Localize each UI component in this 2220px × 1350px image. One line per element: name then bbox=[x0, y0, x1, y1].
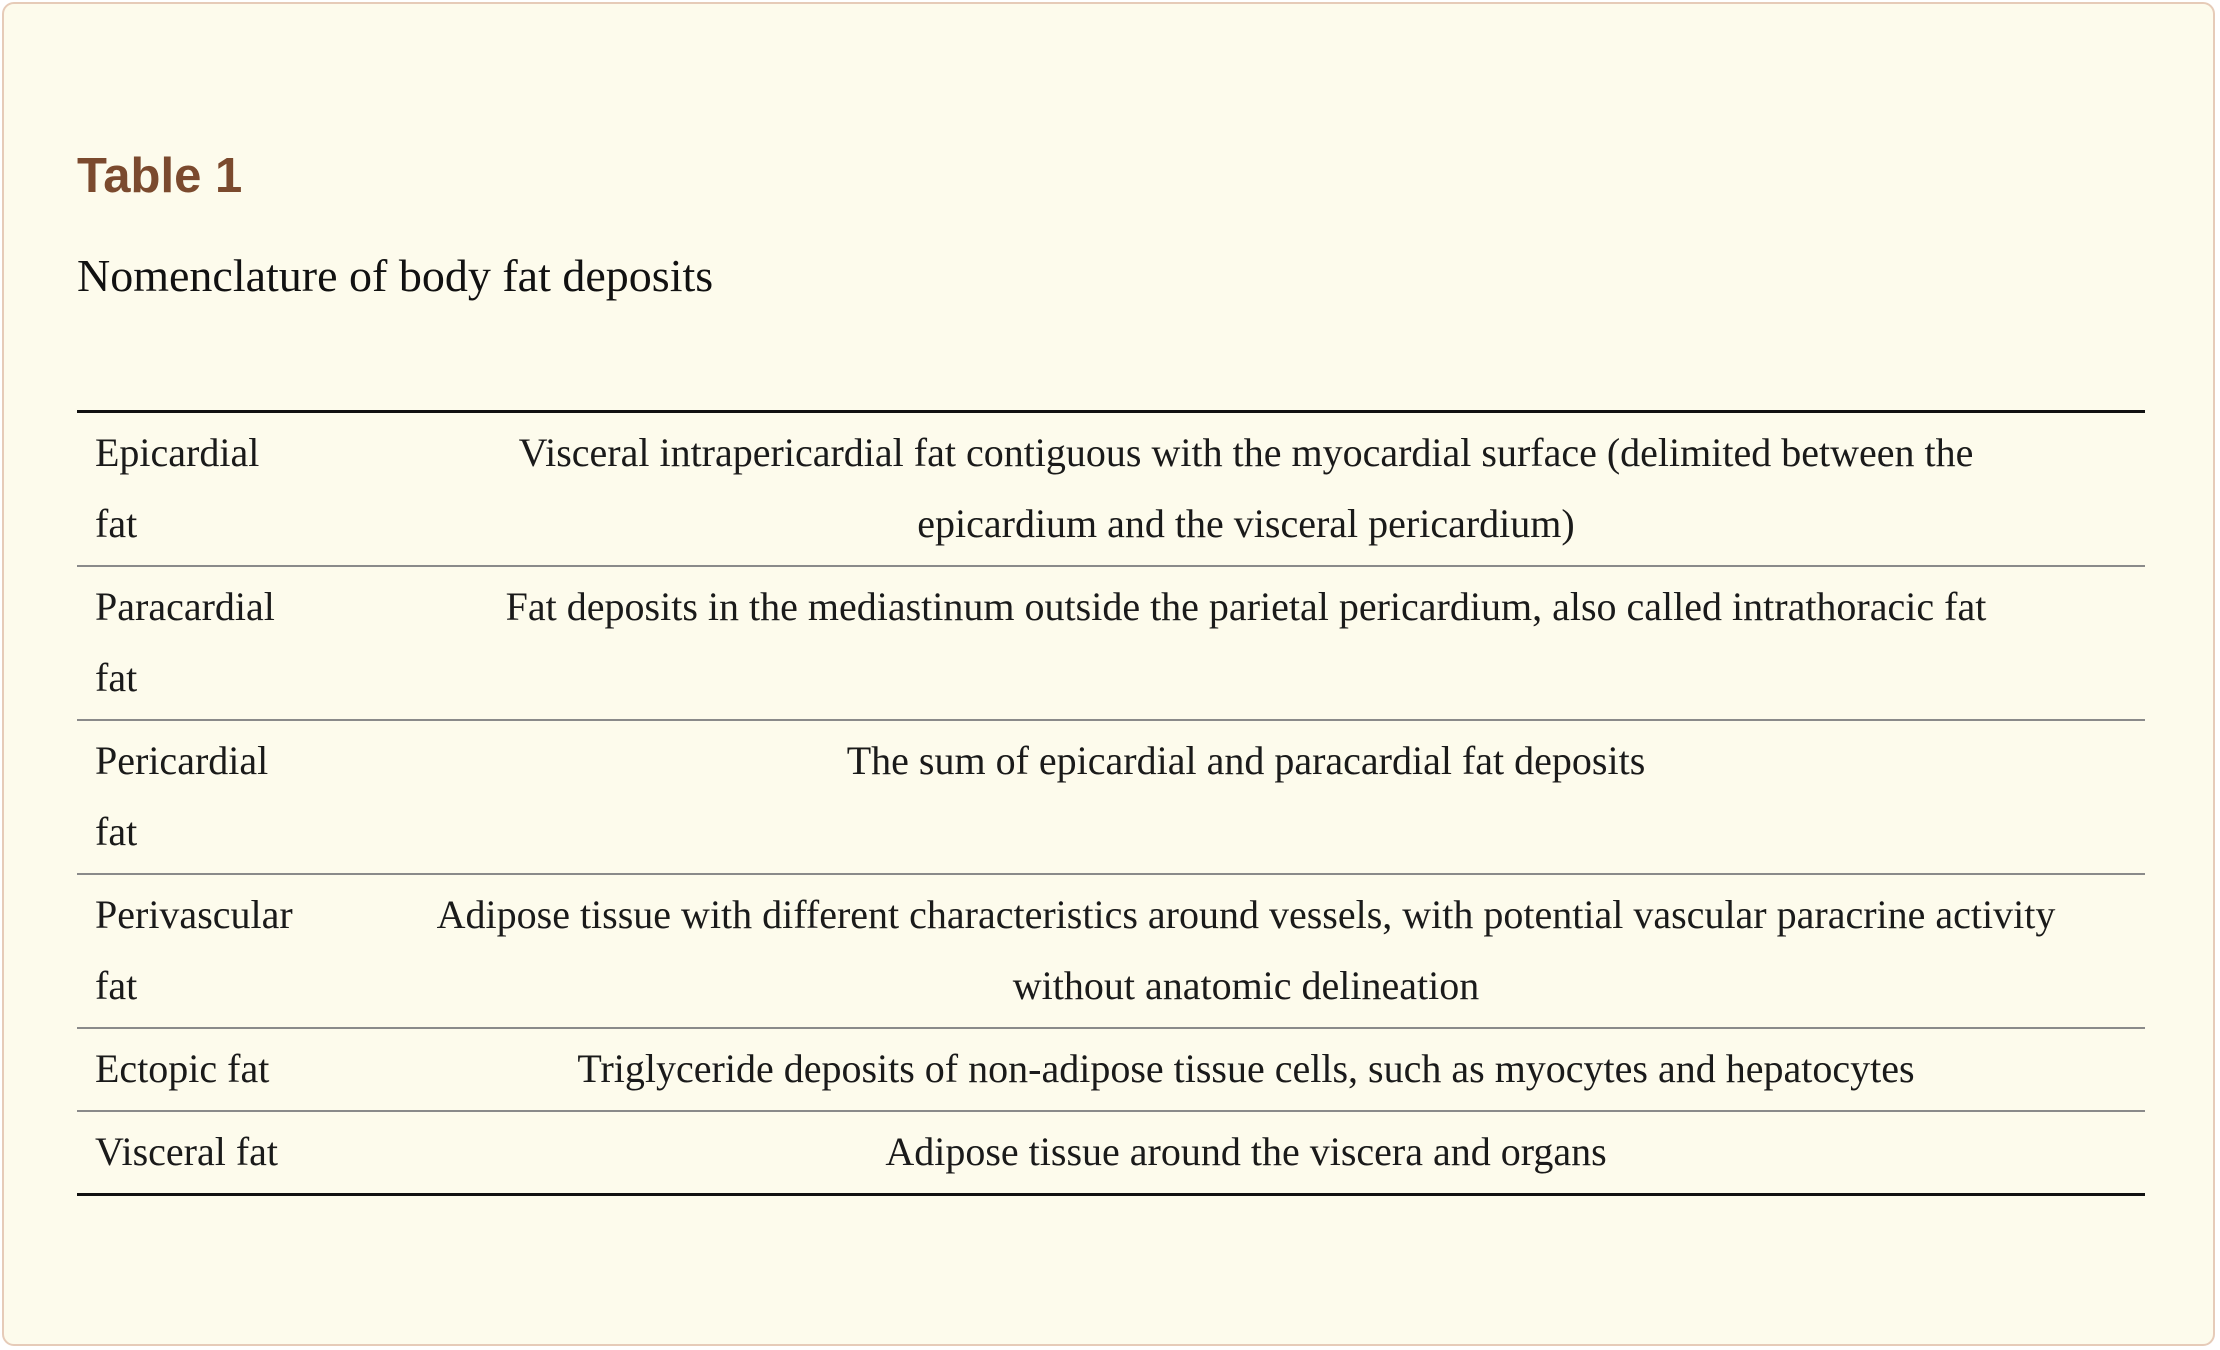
table-row bbox=[77, 1111, 2145, 1195]
term-cell bbox=[77, 1028, 355, 1111]
definition-cell bbox=[355, 412, 2145, 567]
definition-text: Fat deposits in the mediastinum outside the parietal pericardium, also called intrathoracic fat bbox=[505, 584, 1987, 629]
definition-cell bbox=[355, 1111, 2145, 1195]
term-text: fat bbox=[95, 501, 138, 546]
table-row bbox=[77, 412, 2145, 567]
definition-text: Adipose tissue around the viscera and organs bbox=[885, 1129, 1607, 1174]
table-row bbox=[77, 566, 2145, 720]
nomenclature-table bbox=[77, 410, 2145, 1196]
definition-text: Adipose tissue with different characteristics around vessels, with potential vascular paracrine activity bbox=[436, 892, 2056, 937]
table-row bbox=[77, 874, 2145, 1028]
table-card bbox=[2, 2, 2215, 1346]
term-cell bbox=[77, 720, 355, 874]
term-text: Pericardial bbox=[95, 738, 269, 783]
term-text: fat bbox=[95, 963, 138, 1008]
term-text: fat bbox=[95, 809, 138, 854]
term-cell bbox=[77, 412, 355, 567]
term-text: Perivascular bbox=[95, 892, 293, 937]
definition-cell bbox=[355, 566, 2145, 720]
definition-text: epicardium and the visceral pericardium) bbox=[917, 501, 1575, 546]
term-cell bbox=[77, 874, 355, 1028]
term-text: fat bbox=[95, 655, 138, 700]
term-cell bbox=[77, 1111, 355, 1195]
definition-text: Triglyceride deposits of non-adipose tissue cells, such as myocytes and hepatocytes bbox=[577, 1046, 1915, 1091]
definition-text: Visceral intrapericardial fat contiguous with the myocardial surface (delimited between the bbox=[518, 430, 1974, 475]
definition-cell bbox=[355, 720, 2145, 874]
term-text: Ectopic fat bbox=[95, 1046, 270, 1091]
table-label: Table 1 bbox=[77, 149, 243, 203]
definition-text: The sum of epicardial and paracardial fat deposits bbox=[846, 738, 1646, 783]
definition-cell bbox=[355, 874, 2145, 1028]
term-text: Paracardial bbox=[95, 584, 275, 629]
term-text: Visceral fat bbox=[95, 1129, 279, 1174]
definition-text: without anatomic delineation bbox=[1012, 963, 1480, 1008]
term-cell bbox=[77, 566, 355, 720]
table-row bbox=[77, 1028, 2145, 1111]
definition-cell bbox=[355, 1028, 2145, 1111]
term-text: Epicardial bbox=[95, 430, 260, 475]
table-caption: Nomenclature of body fat deposits bbox=[77, 250, 714, 301]
table-row bbox=[77, 720, 2145, 874]
